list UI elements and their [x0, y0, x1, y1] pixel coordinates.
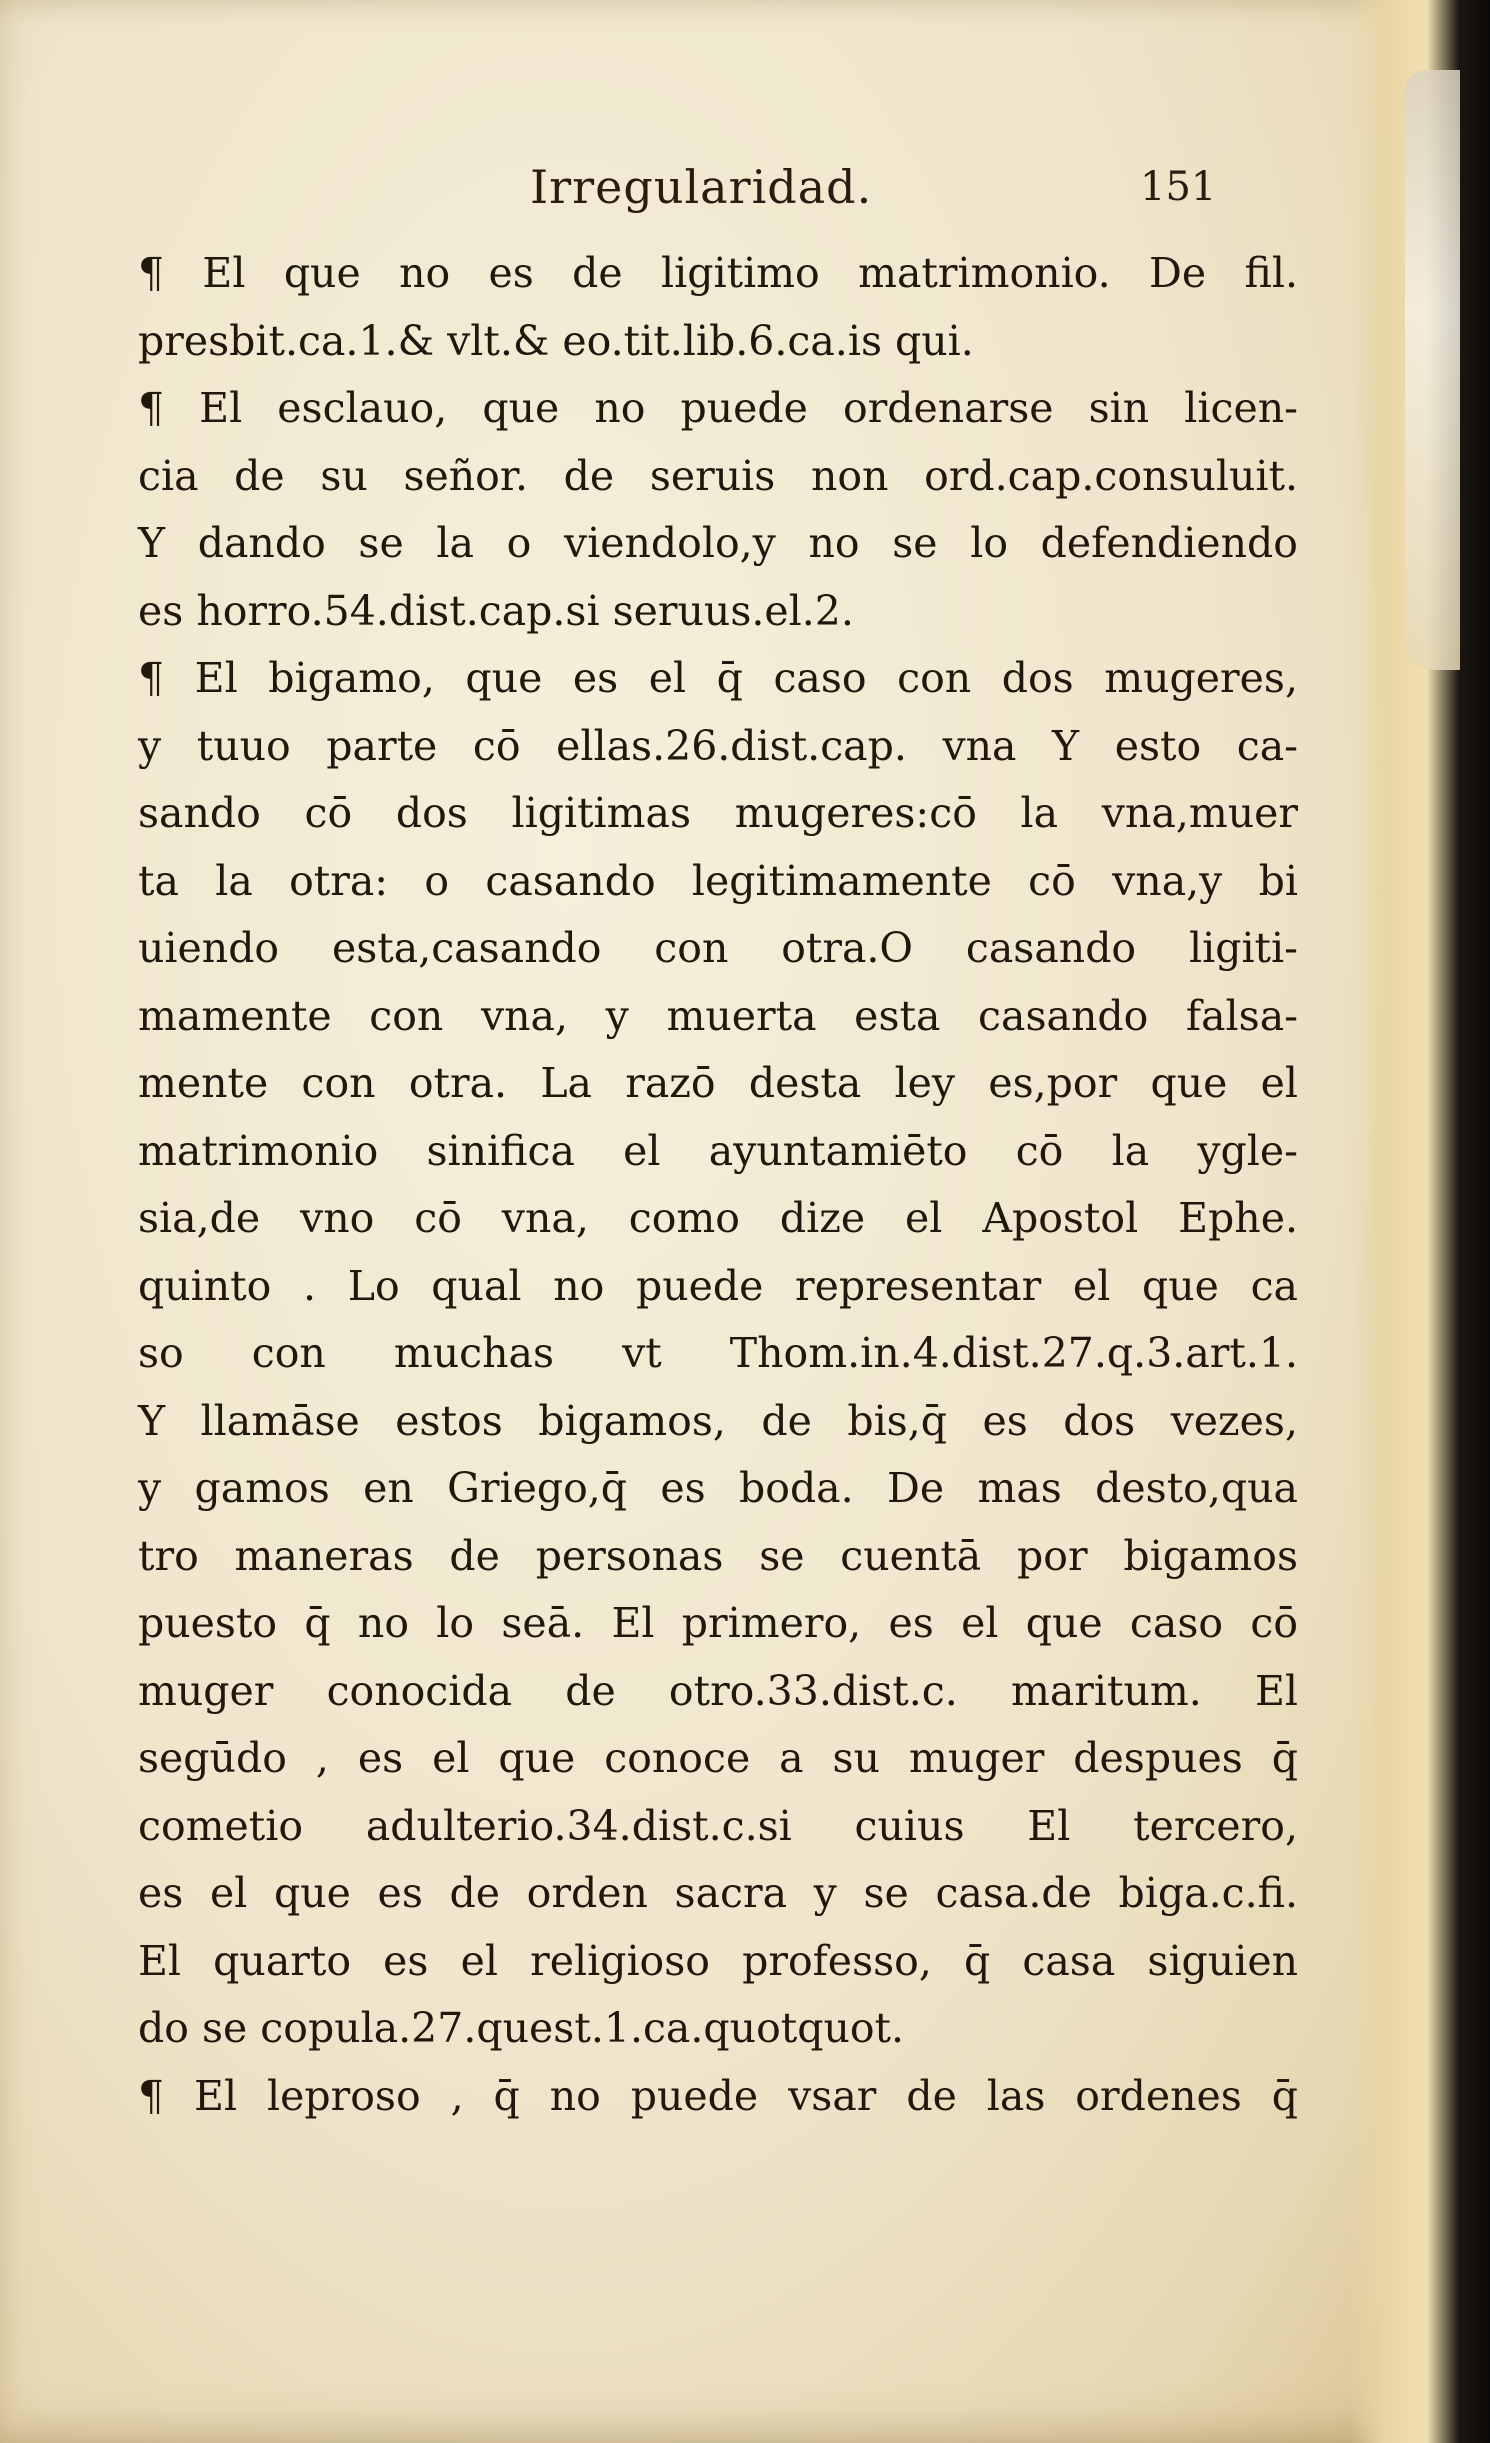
text-line: y tuuo parte cō ellas.26.dist.cap. vna Y esto ca-: [138, 721, 1298, 770]
text-line: Y dando se la o viendolo,y no se lo defendiendo: [138, 519, 1298, 567]
text-line: quinto . Lo qual no puede representar el que ca: [138, 1261, 1298, 1310]
text-line: presbit.ca.1.& vlt.& eo.tit.lib.6.ca.is qui.: [138, 316, 974, 365]
text-line: es el que es de orden sacra y se casa.de biga.c.fi.: [138, 1869, 1298, 1917]
text-line: do se copula.27.quest.1.ca.quotquot.: [138, 2004, 905, 2052]
text-line: ¶ El leproso , q̄ no puede vsar de las ordenes q̄: [138, 2071, 1298, 2120]
text-line: cometio adulterio.34.dist.c.si cuius El tercero,: [138, 1801, 1298, 1850]
text-line: El quarto es el religioso professo, q̄ casa siguien: [138, 1936, 1298, 1985]
text-line: uiendo esta,casando con otra.O casando ligiti-: [138, 924, 1298, 972]
text-line: es horro.54.dist.cap.si seruus.el.2.: [138, 586, 854, 635]
text-line: puesto q̄ no lo seā. El primero, es el que caso cō: [138, 1599, 1298, 1647]
text-line: sando cō dos ligitimas mugeres:cō la vna,muer: [138, 789, 1298, 837]
body-text: [138, 240, 1298, 2130]
text-line: cia de su señor. de seruis non ord.cap.consuluit.: [138, 451, 1298, 500]
text-line: ¶ El bigamo, que es el q̄ caso con dos mugeres,: [138, 654, 1298, 702]
text-line: y gamos en Griego,q̄ es boda. De mas desto,qua: [138, 1464, 1298, 1512]
text-line: ¶ El esclauo, que no puede ordenarse sin licen-: [138, 384, 1298, 432]
running-head: [140, 160, 1290, 230]
text-line: ¶ El que no es de ligitimo matrimonio. De fil.: [138, 249, 1298, 297]
text-line: sia,de vno cō vna, como dize el Apostol Ephe.: [138, 1194, 1298, 1242]
text-line: Y llamāse estos bigamos, de bis,q̄ es dos vezes,: [138, 1396, 1298, 1445]
running-head-title: Irregularidad.: [530, 160, 873, 214]
text-line: matrimonio sinifica el ayuntamiēto cō la ygle-: [138, 1126, 1298, 1175]
text-line: tro maneras de personas se cuentā por bigamos: [138, 1531, 1298, 1580]
text-line: so con muchas vt Thom.in.4.dist.27.q.3.art.1.: [138, 1329, 1298, 1377]
text-line: mamente con vna, y muerta esta casando falsa-: [138, 991, 1298, 1040]
paper-stain: [1405, 70, 1460, 670]
text-line: segūdo , es el que conoce a su muger despues q̄: [138, 1734, 1298, 1782]
text-line: muger conocida de otro.33.dist.c. maritum. El: [138, 1666, 1298, 1715]
text-line: ta la otra: o casando legitimamente cō vna,y bi: [138, 856, 1298, 905]
page-number: 151: [1140, 164, 1217, 210]
text-line: mente con otra. La razō desta ley es,por que el: [138, 1059, 1298, 1107]
